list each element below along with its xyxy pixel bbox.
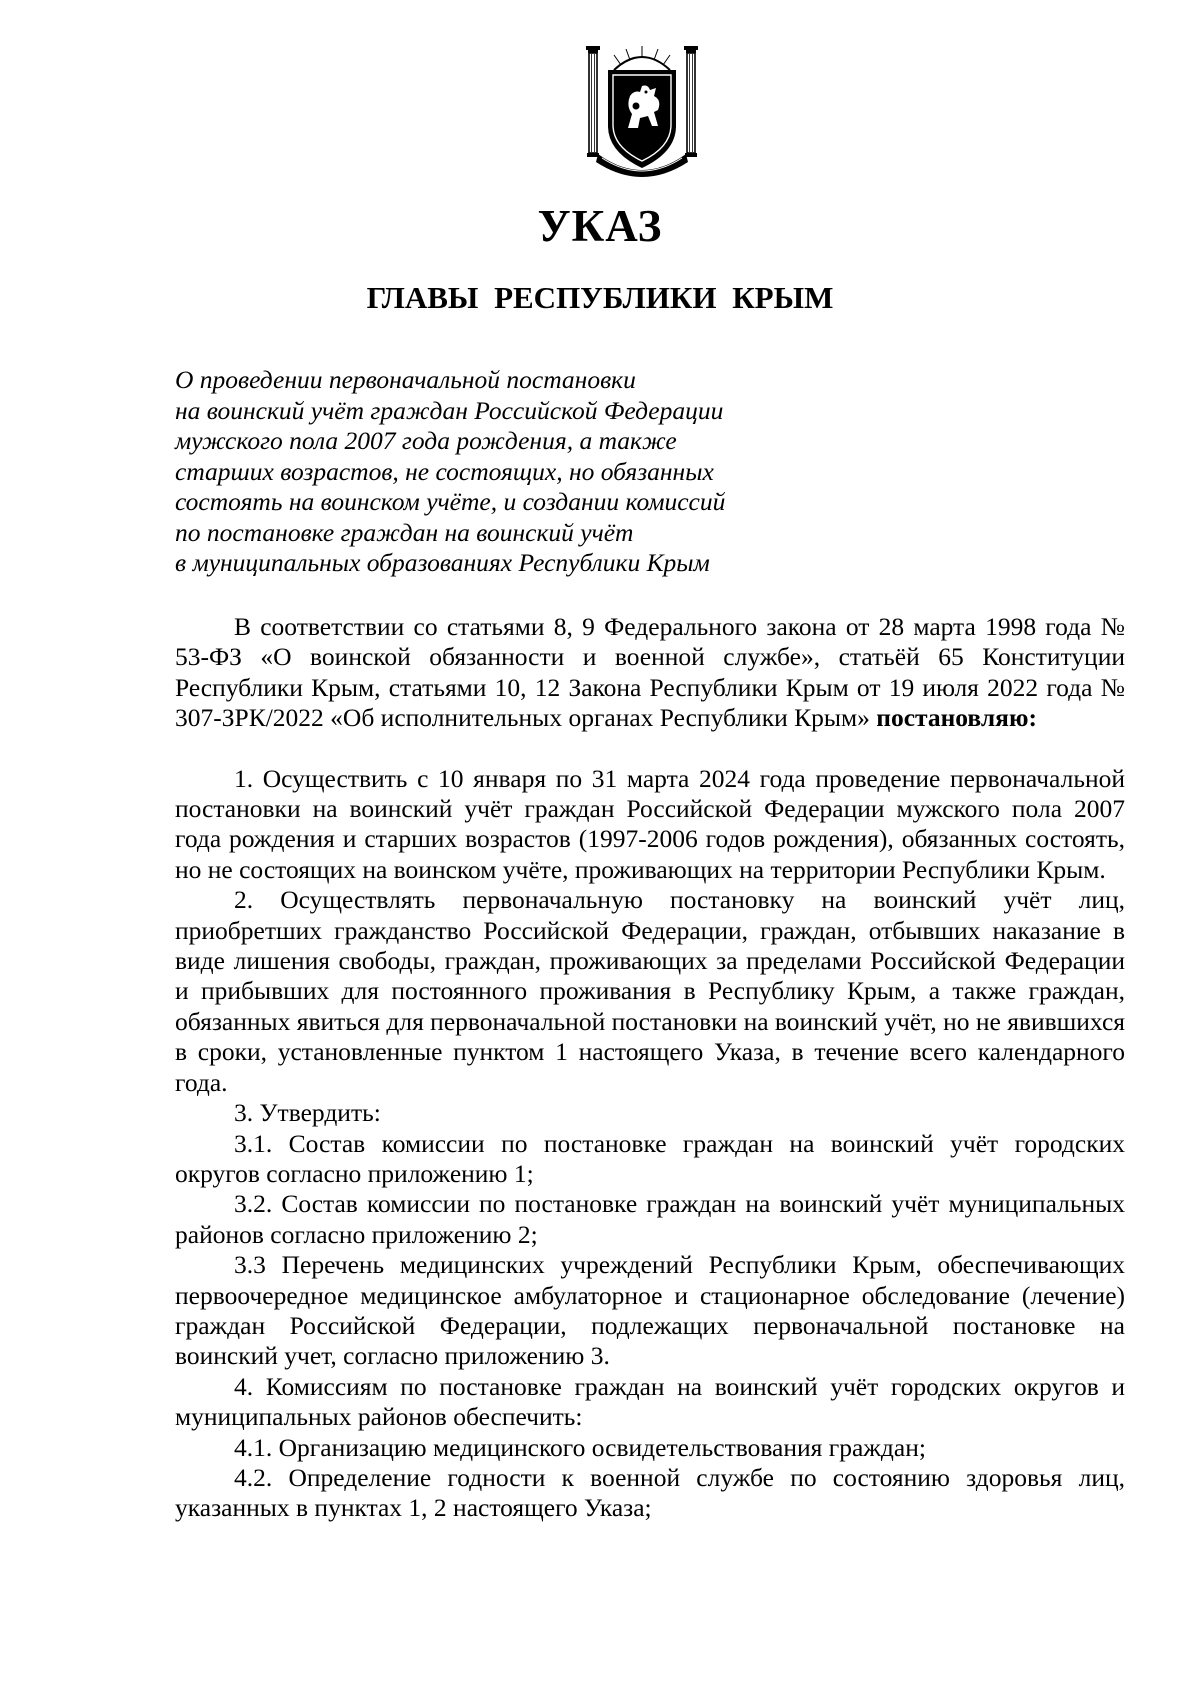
clause-4: 4. Комиссиям по постановке граждан на воинский учёт городских округов и муниципальных районов обеспечить: <box>175 1371 1125 1432</box>
clause-3-2: 3.2. Состав комиссии по постановке граждан на воинский учёт муниципальных районов согласно приложению 2; <box>175 1189 1125 1249</box>
decree-authority: ГЛАВЫ РЕСПУБЛИКИ КРЫМ <box>366 280 834 315</box>
preamble-paragraph <box>175 612 1125 734</box>
clause-2: 2. Осуществлять первоначальную постановку на воинский учёт лиц, приобретших гражданство Российской Федерации, граждан, отбывших наказание в виде лишения свободы, граждан, проживающих за пределами Российской Федерации и прибывших для постоянного проживания в Республику Крым, а также граждан, обязанных явиться для первоначальной постановки на воинский учёт, но не явившихся в сроки, установленные пунктом 1 настоящего Указа, в течение всего календарного года. <box>175 885 1125 1097</box>
subject-line: состоять на воинском учёте, и создании комиссий <box>175 487 726 516</box>
resolution-word: постановляю: <box>876 703 1037 733</box>
preamble-text: В соответствии со статьями 8, 9 Федерального закона от 28 марта 1998 года № 53-ФЗ «О воинской обязанности и военной службе», статьёй 65 Конституции Республики Крым, статьями 10, 12 Закона Республики Крым от 19 июля 2022 года № 307-ЗРК/2022 «Об исполнительных органах Республики Крым» <box>175 612 1125 733</box>
crimea-coat-of-arms-icon <box>584 40 700 184</box>
clause-4-2: 4.2. Определение годности к военной службе по состоянию здоровья лиц, указанных в пунктах 1, 2 настоящего Указа; <box>175 1462 1125 1523</box>
subject-line: О проведении первоначальной постановки <box>175 365 636 394</box>
clause-1: 1. Осуществить с 10 января по 31 марта 2024 года проведение первоначальной постановки на воинский учёт граждан Российской Федерации мужского пола 2007 года рождения и старших возрастов (1997-2006 годов рождения), обязанных состоять, но не состоящих на воинском учёте, проживающих на территории Республики Крым. <box>175 763 1125 884</box>
clause-3: 3. Утвердить: <box>234 1098 381 1128</box>
decree-body <box>175 612 1125 1524</box>
subject-line: в муниципальных образованиях Республики Крым <box>175 548 710 577</box>
subject-line: старших возрастов, не состоящих, но обязанных <box>175 456 714 486</box>
clause-3-3: 3.3 Перечень медицинских учреждений Республики Крым, обеспечивающих первоочередное медицинское амбулаторное и стационарное обследование (лечение) граждан Российской Федерации, подлежащих первоначальной постановке на воинский учет, согласно приложению 3. <box>175 1250 1125 1371</box>
clause-3-1: 3.1. Состав комиссии по постановке граждан на воинский учёт городских округов согласно приложению 1; <box>175 1128 1125 1188</box>
decree-subject <box>175 365 875 579</box>
subject-line: на воинский учёт граждан Российской Федерации <box>175 395 724 425</box>
subject-line: по постановке граждан на воинский учёт <box>175 517 634 547</box>
decree-title: УКАЗ <box>537 201 663 251</box>
subject-line: мужского пола 2007 года рождения, а также <box>175 426 677 455</box>
clause-4-1: 4.1. Организацию медицинского освидетельствования граждан; <box>234 1432 926 1462</box>
